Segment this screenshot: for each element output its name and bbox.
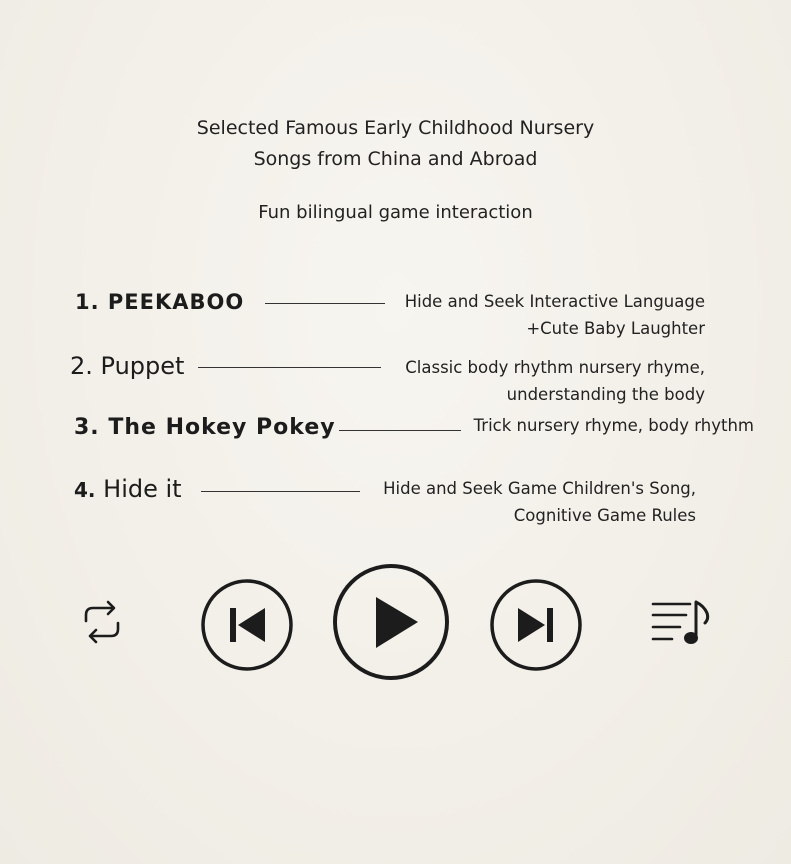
title-line-2: Songs from China and Abroad <box>253 148 538 170</box>
play-button[interactable] <box>331 562 451 682</box>
song-connector-line <box>339 430 461 431</box>
playlist-music-icon[interactable] <box>650 598 720 650</box>
previous-button[interactable] <box>200 578 294 672</box>
song-description-line: +Cute Baby Laughter <box>526 319 705 338</box>
song-number: 4. <box>74 478 96 502</box>
song-item-puppet[interactable]: 2. Puppet <box>70 352 185 380</box>
repeat-icon[interactable] <box>80 599 124 645</box>
song-name: Hide it <box>95 475 182 503</box>
song-description <box>405 288 705 342</box>
song-item-peekaboo[interactable]: 1. PEEKABOO <box>75 290 245 314</box>
song-description <box>383 475 696 529</box>
song-description-line: Cognitive Game Rules <box>513 506 696 525</box>
song-description-line: understanding the body <box>506 385 705 404</box>
play-icon <box>376 597 418 648</box>
song-item-hide-it[interactable] <box>74 475 182 503</box>
song-description <box>405 354 705 408</box>
skip-previous-icon <box>230 608 236 642</box>
song-description <box>474 412 754 439</box>
song-connector-line <box>265 303 385 304</box>
song-item-hokey-pokey[interactable]: 3. The Hokey Pokey <box>74 415 336 440</box>
song-connector-line <box>198 367 381 368</box>
song-connector-line <box>201 491 360 492</box>
page-subtitle: Fun bilingual game interaction <box>258 202 533 223</box>
song-description-line: Classic body rhythm nursery rhyme, <box>405 358 705 377</box>
song-description-line: Trick nursery rhyme, body rhythm <box>473 416 754 435</box>
song-description-line: Hide and Seek Game Children's Song, <box>383 479 696 498</box>
next-button[interactable] <box>489 578 583 672</box>
title-line-1: Selected Famous Early Childhood Nursery <box>196 117 595 139</box>
page-title <box>0 113 791 175</box>
song-description-line: Hide and Seek Interactive Language <box>404 292 705 311</box>
skip-next-icon <box>518 608 545 642</box>
